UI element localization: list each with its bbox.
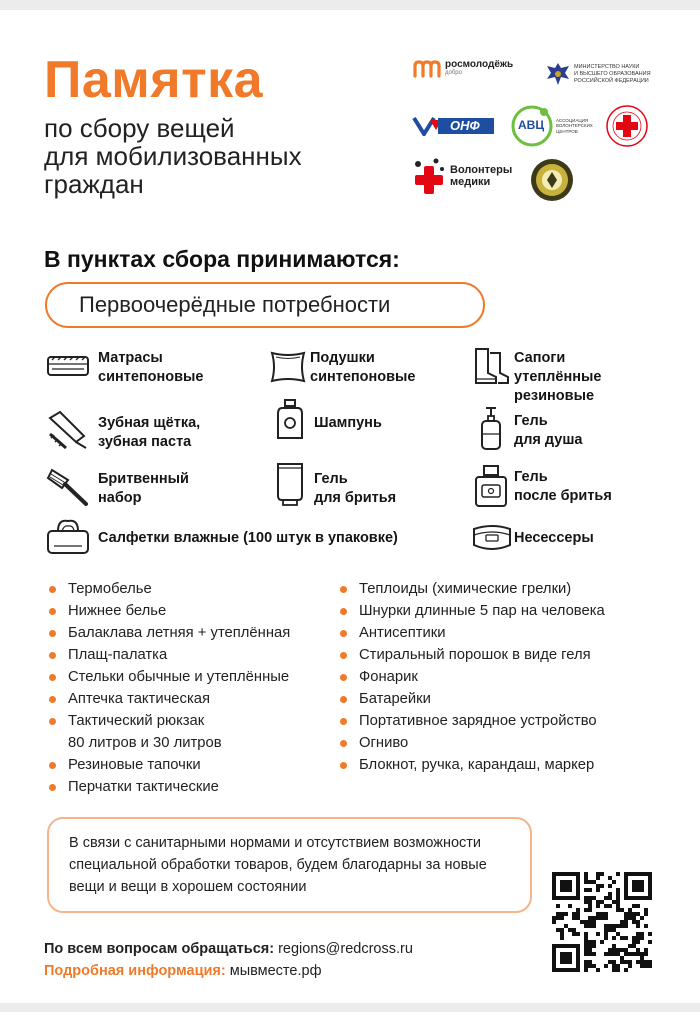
- item-shaving-gel: Гель для бритья: [270, 462, 396, 508]
- toothbrush-icon: [46, 408, 90, 452]
- pillow-icon: [266, 345, 310, 389]
- list-item: Нижнее белье: [46, 600, 290, 622]
- ministry-logo: МИНИСТЕРСТВО НАУКИ И ВЫСШЕГО ОБРАЗОВАНИЯ РОССИЙСКОЙ ФЕДЕРАЦИИ: [545, 60, 651, 88]
- avc-logo: АВЦ АССОЦИАЦИЯ ВОЛОНТЕРСКИХ ЦЕНТРОВ: [510, 104, 596, 148]
- list-item: Термобелье: [46, 578, 290, 600]
- contact-website-row: Подробная информация: мывместе.рф: [44, 963, 322, 979]
- partner-logos: [410, 50, 660, 210]
- contact-email[interactable]: regions@redcross.ru: [278, 941, 413, 957]
- priority-needs-pill: Первоочерёдные потребности: [45, 282, 485, 328]
- contact-questions: По всем вопросам обращаться: regions@redcross.ru: [44, 941, 413, 957]
- list-item: Перчатки тактические: [46, 776, 290, 798]
- list-item: Плащ-палатка: [46, 644, 290, 666]
- volunteer-medics-logo: Волонтеры медики: [412, 158, 512, 194]
- item-pillow: Подушки синтепоновые: [266, 345, 416, 389]
- contact-website[interactable]: мывместе.рф: [229, 963, 322, 979]
- list-item: Стиральный порошок в виде геля: [337, 644, 605, 666]
- list-left: [46, 578, 290, 798]
- round-seal-icon: [530, 158, 574, 202]
- item-toiletry-bag: Несессеры: [470, 515, 594, 559]
- rosmolodezh-mark-icon: [412, 60, 442, 78]
- wet-wipes-icon: [46, 515, 90, 559]
- shaving-gel-icon: [270, 462, 314, 506]
- list-item: Антисептики: [337, 622, 605, 644]
- list-item: Стельки обычные и утеплённые: [46, 666, 290, 688]
- section-heading: В пунктах сбора принимаются:: [44, 246, 400, 272]
- list-item: Теплоиды (химические грелки): [337, 578, 605, 600]
- aftershave-icon: [470, 464, 514, 508]
- red-cross-logo: [605, 104, 649, 148]
- list-item: Портативное зарядное устройство: [337, 710, 605, 732]
- shower-gel-icon: [470, 406, 514, 450]
- onf-logo: ОНФ: [412, 116, 496, 136]
- contact-info: [44, 938, 413, 982]
- medic-cross-icon: [412, 158, 446, 194]
- mattress-icon: [46, 345, 90, 389]
- item-aftershave: Гель после бритья: [470, 464, 612, 508]
- list-item: Резиновые тапочки: [46, 754, 290, 776]
- item-mattress: Матрасы синтепоновые: [46, 345, 204, 389]
- list-item: Шнурки длинные 5 пар на человека: [337, 600, 605, 622]
- sanitary-note: В связи с санитарными нормами и отсутствием возможности специальной обработки товаров, будем благодарны за новые вещи и вещи в хорошем состоянии: [47, 817, 532, 913]
- item-razor: Бритвенный набор: [46, 466, 189, 510]
- page-subtitle: по сбору вещей для мобилизованных граждан: [44, 113, 302, 199]
- page-title: Памятка: [44, 51, 264, 109]
- item-shampoo: Шампунь: [270, 398, 382, 442]
- boots-icon: [470, 345, 514, 389]
- list-item: Батарейки: [337, 688, 605, 710]
- list-item: Аптечка тактическая: [46, 688, 290, 710]
- item-wet-wipes: Салфетки влажные (100 штук в упаковке): [46, 515, 398, 559]
- list-item: Фонарик: [337, 666, 605, 688]
- emblem-seal-logo: [530, 158, 574, 202]
- list-item: Огниво: [337, 732, 605, 754]
- toiletry-bag-icon: [470, 515, 514, 559]
- razor-icon: [46, 466, 90, 510]
- rosmolodezh-logo: росмолодёжь добро: [412, 60, 513, 78]
- eagle-emblem-icon: [545, 60, 571, 88]
- item-boots: Сапоги утеплённые резиновые: [470, 345, 601, 406]
- list-right: [337, 578, 605, 776]
- item-shower-gel: Гель для душа: [470, 406, 583, 450]
- list-item: Тактический рюкзак 80 литров и 30 литров: [46, 710, 290, 754]
- qr-code[interactable]: [552, 872, 652, 972]
- red-cross-icon: [605, 104, 649, 148]
- item-toothbrush: Зубная щётка, зубная паста: [46, 408, 200, 452]
- list-item: Балаклава летняя + утеплённая: [46, 622, 290, 644]
- page: [0, 10, 700, 1003]
- shampoo-icon: [270, 398, 314, 442]
- list-item: Блокнот, ручка, карандаш, маркер: [337, 754, 605, 776]
